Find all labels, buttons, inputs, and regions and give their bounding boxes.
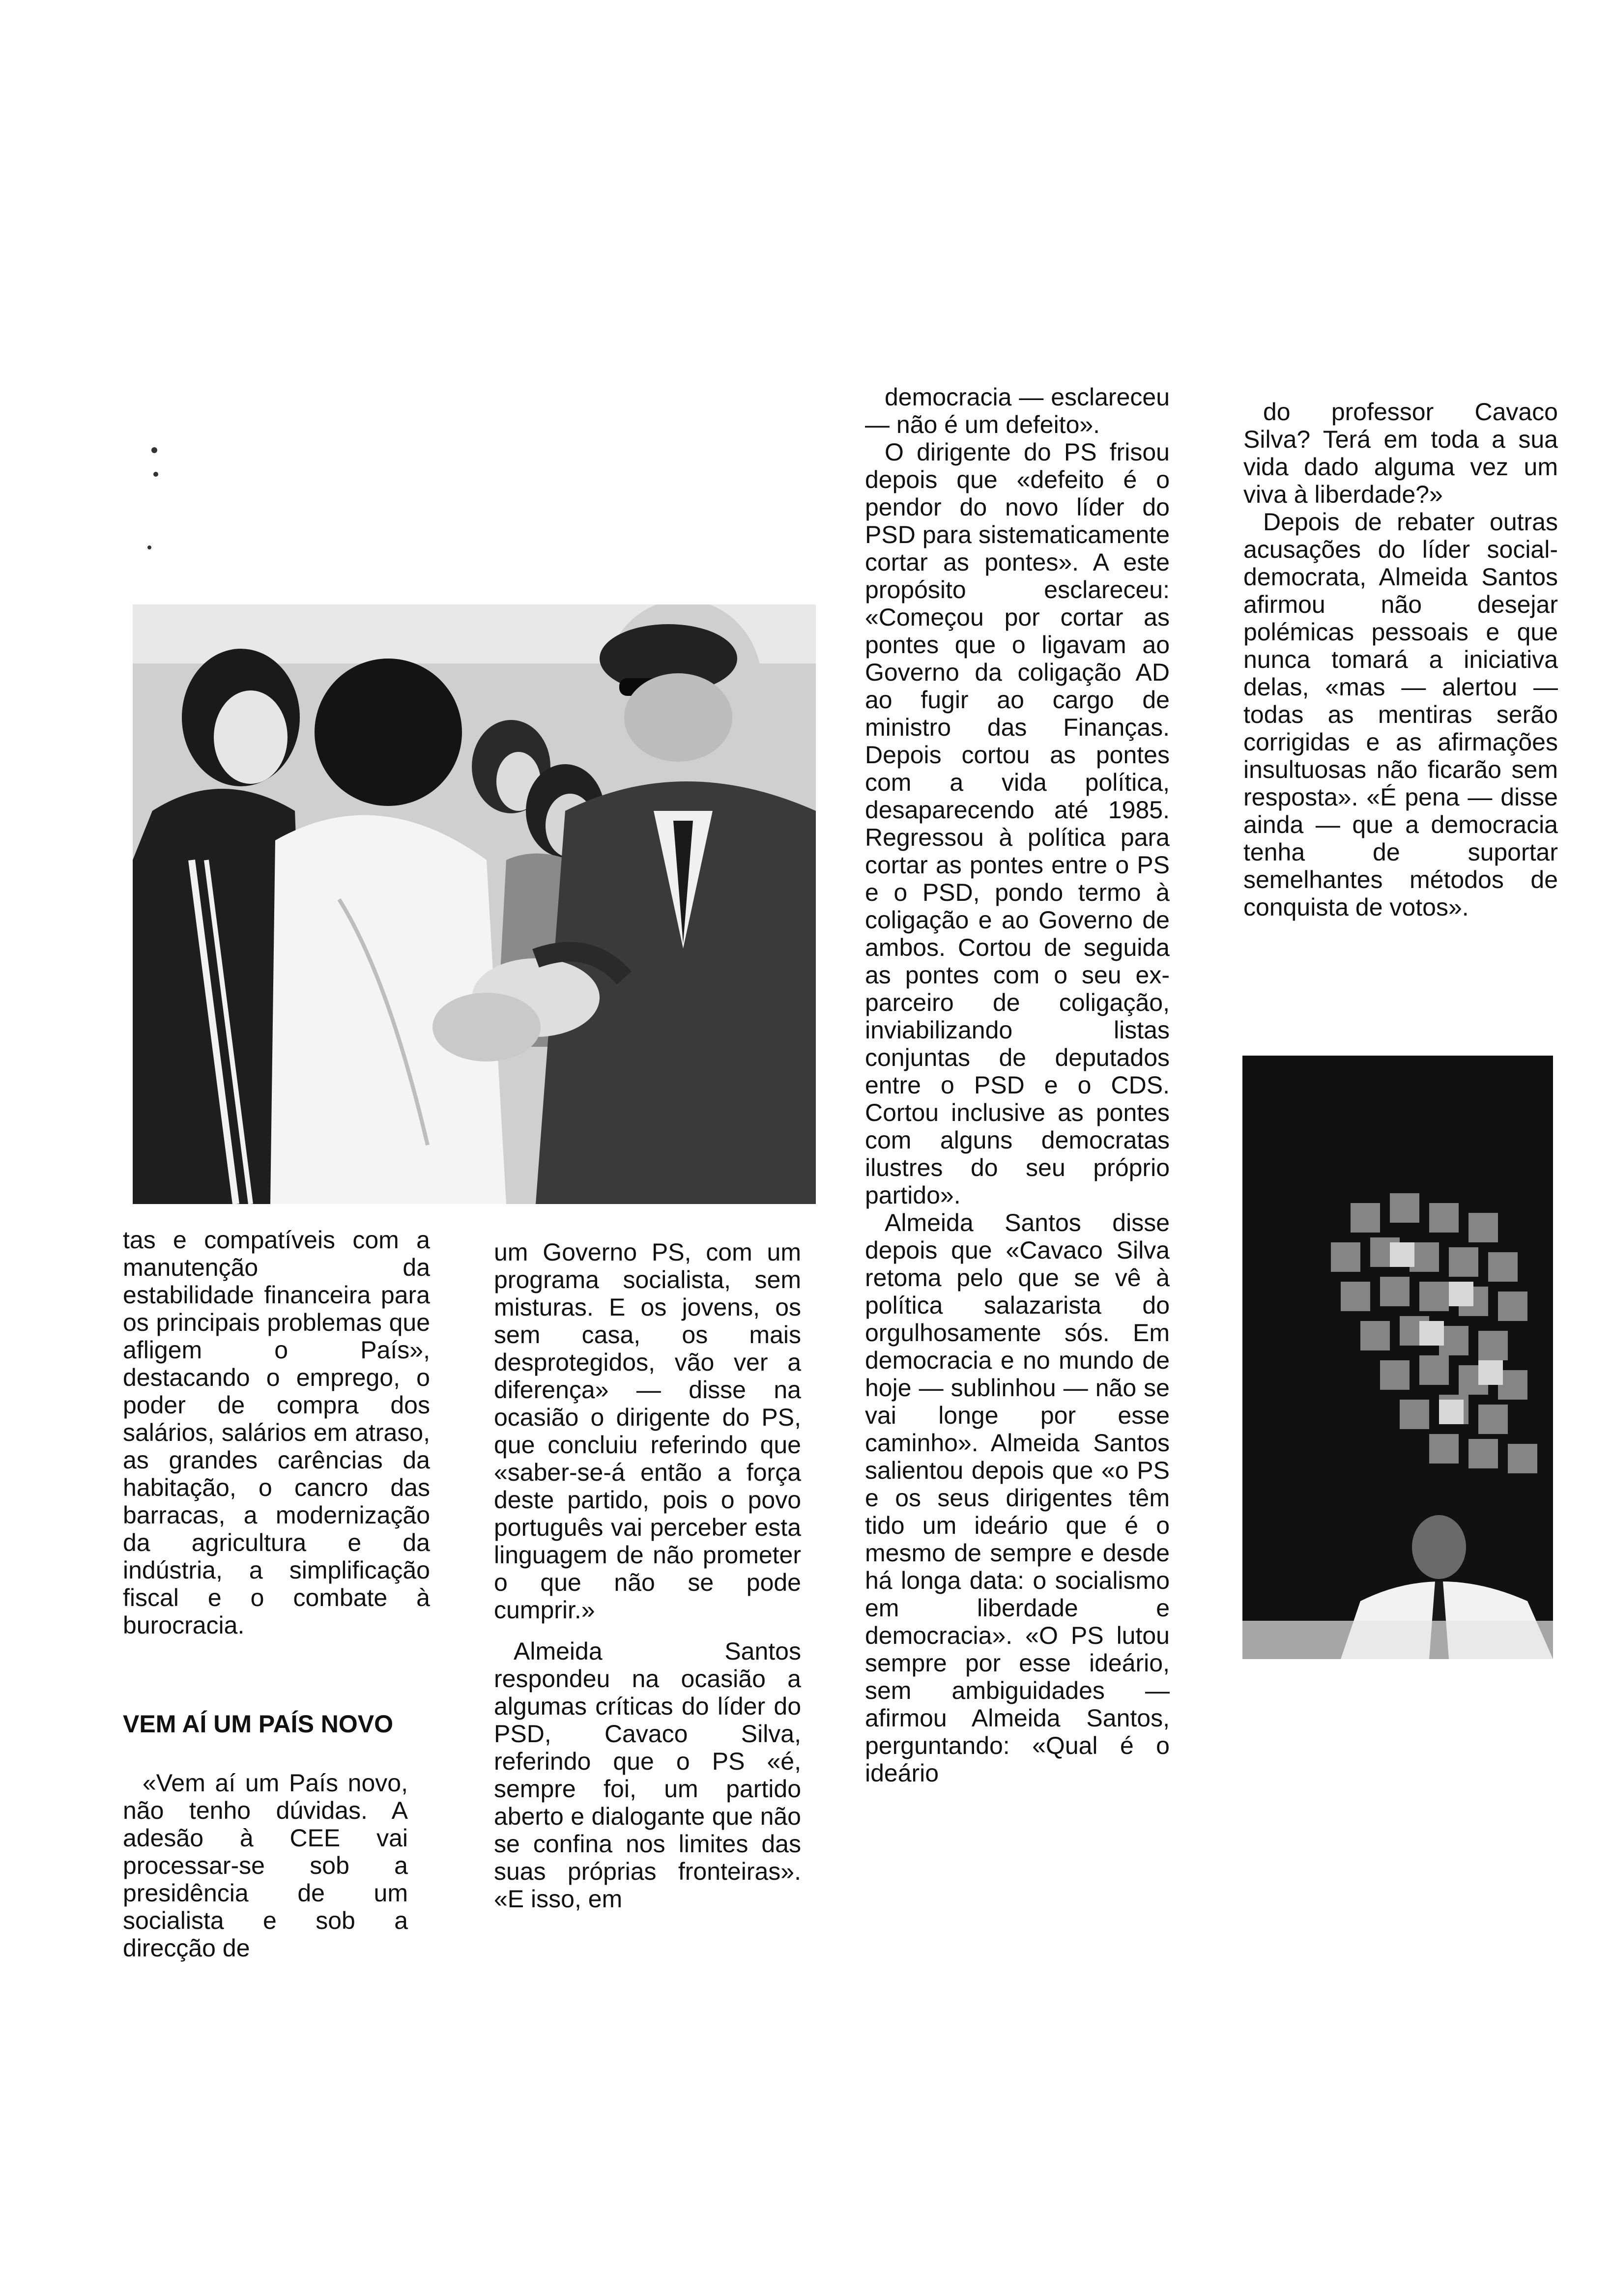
paragraph: «Vem aí um País novo, não tenho dúvidas. A adesão à CEE vai processar-se sob a presidência de um socialista e sob a direcção de	[123, 1769, 408, 1962]
paragraph: Almeida Santos disse depois que «Cavaco Silva retoma pelo que se vê à política salazarista do orgulhosamente sós. Em democracia e no mundo de hoje — sublinhou — não se vai longe por esse caminho». Almeida Santos salientou depois que «o PS e os seus dirigentes têm tido um ideário que é o mesmo de sempre e desde há longa data: o socialismo em liberdade e democracia». «O PS lutou sempre por esse ideário, sem ambiguidades — afirmou Almeida Santos, perguntando: «Qual é o ideário	[865, 1209, 1170, 1787]
paragraph: tas e compatíveis com a manutenção da estabilidade financeira para os principais problemas que afligem o País», destacando o emprego, o poder de compra dos salários, salários em atraso, as grandes carências da habitação, o cancro das barracas, a modernização da agricultura e da indústria, a simplificação fiscal e o combate à burocracia.	[123, 1226, 430, 1639]
paragraph: Almeida Santos respondeu na ocasião a algumas críticas do líder do PSD, Cavaco Silva, referindo que o PS «é, sempre foi, um partido aberto e dialogante que não se confina nos limites das suas próprias fronteiras». «E isso, em	[494, 1637, 801, 1913]
column-2	[494, 1238, 801, 1913]
subheading: VEM AÍ UM PAÍS NOVO	[123, 1710, 394, 1738]
photo-greeting	[133, 604, 816, 1204]
column-1-continued	[123, 1769, 408, 1962]
column-4	[1243, 398, 1558, 921]
scan-speck	[151, 447, 157, 453]
photo-greeting-image	[133, 604, 816, 1204]
column-3	[865, 383, 1170, 1787]
photo-seated-man-image	[1242, 1056, 1553, 1659]
photo-seated-man	[1242, 1056, 1553, 1659]
paragraph: democracia — esclareceu — não é um defeito».	[865, 383, 1170, 438]
paragraph: do professor Cavaco Silva? Terá em toda a sua vida dado alguma vez um viva à liberdade?»	[1243, 398, 1558, 508]
paragraph: O dirigente do PS frisou depois que «defeito é o pendor do novo líder do PSD para sistematicamente cortar as pontes». A este propósito esclareceu: «Começou por cortar as pontes que o ligavam ao Governo da coligação AD ao fugir ao cargo de ministro das Finanças. Depois cortou as pontes com a vida política, desaparecendo até 1985. Regressou à política para cortar as pontes entre o PS e o PSD, pondo termo à coligação e ao Governo de ambos. Cortou de seguida as pontes com o seu ex-parceiro de coligação, inviabilizando listas conjuntas de deputados entre o PSD e o CDS. Cortou inclusive as pontes com alguns democratas ilustres do seu próprio partido».	[865, 438, 1170, 1209]
paragraph: Depois de rebater outras acusações do líder social-democrata, Almeida Santos afirmou não desejar polémicas pessoais e que nunca tomará a iniciativa delas, «mas — alertou — todas as mentiras serão corrigidas e as afirmações insultuosas não ficarão sem resposta». «É pena — disse ainda — que a democracia tenha de suportar semelhantes métodos de conquista de votos».	[1243, 508, 1558, 921]
scan-speck	[147, 545, 151, 549]
scan-speck	[153, 472, 158, 477]
paragraph: um Governo PS, com um programa socialista, sem misturas. E os jovens, os sem casa, os mais desprotegidos, vão ver a diferença» — disse na ocasião o dirigente do PS, que concluiu referindo que «saber-se-á então a força deste partido, pois o povo português vai perceber esta linguagem de não prometer o que não se pode cumprir.»	[494, 1238, 801, 1624]
column-1-lower	[123, 1226, 430, 1639]
